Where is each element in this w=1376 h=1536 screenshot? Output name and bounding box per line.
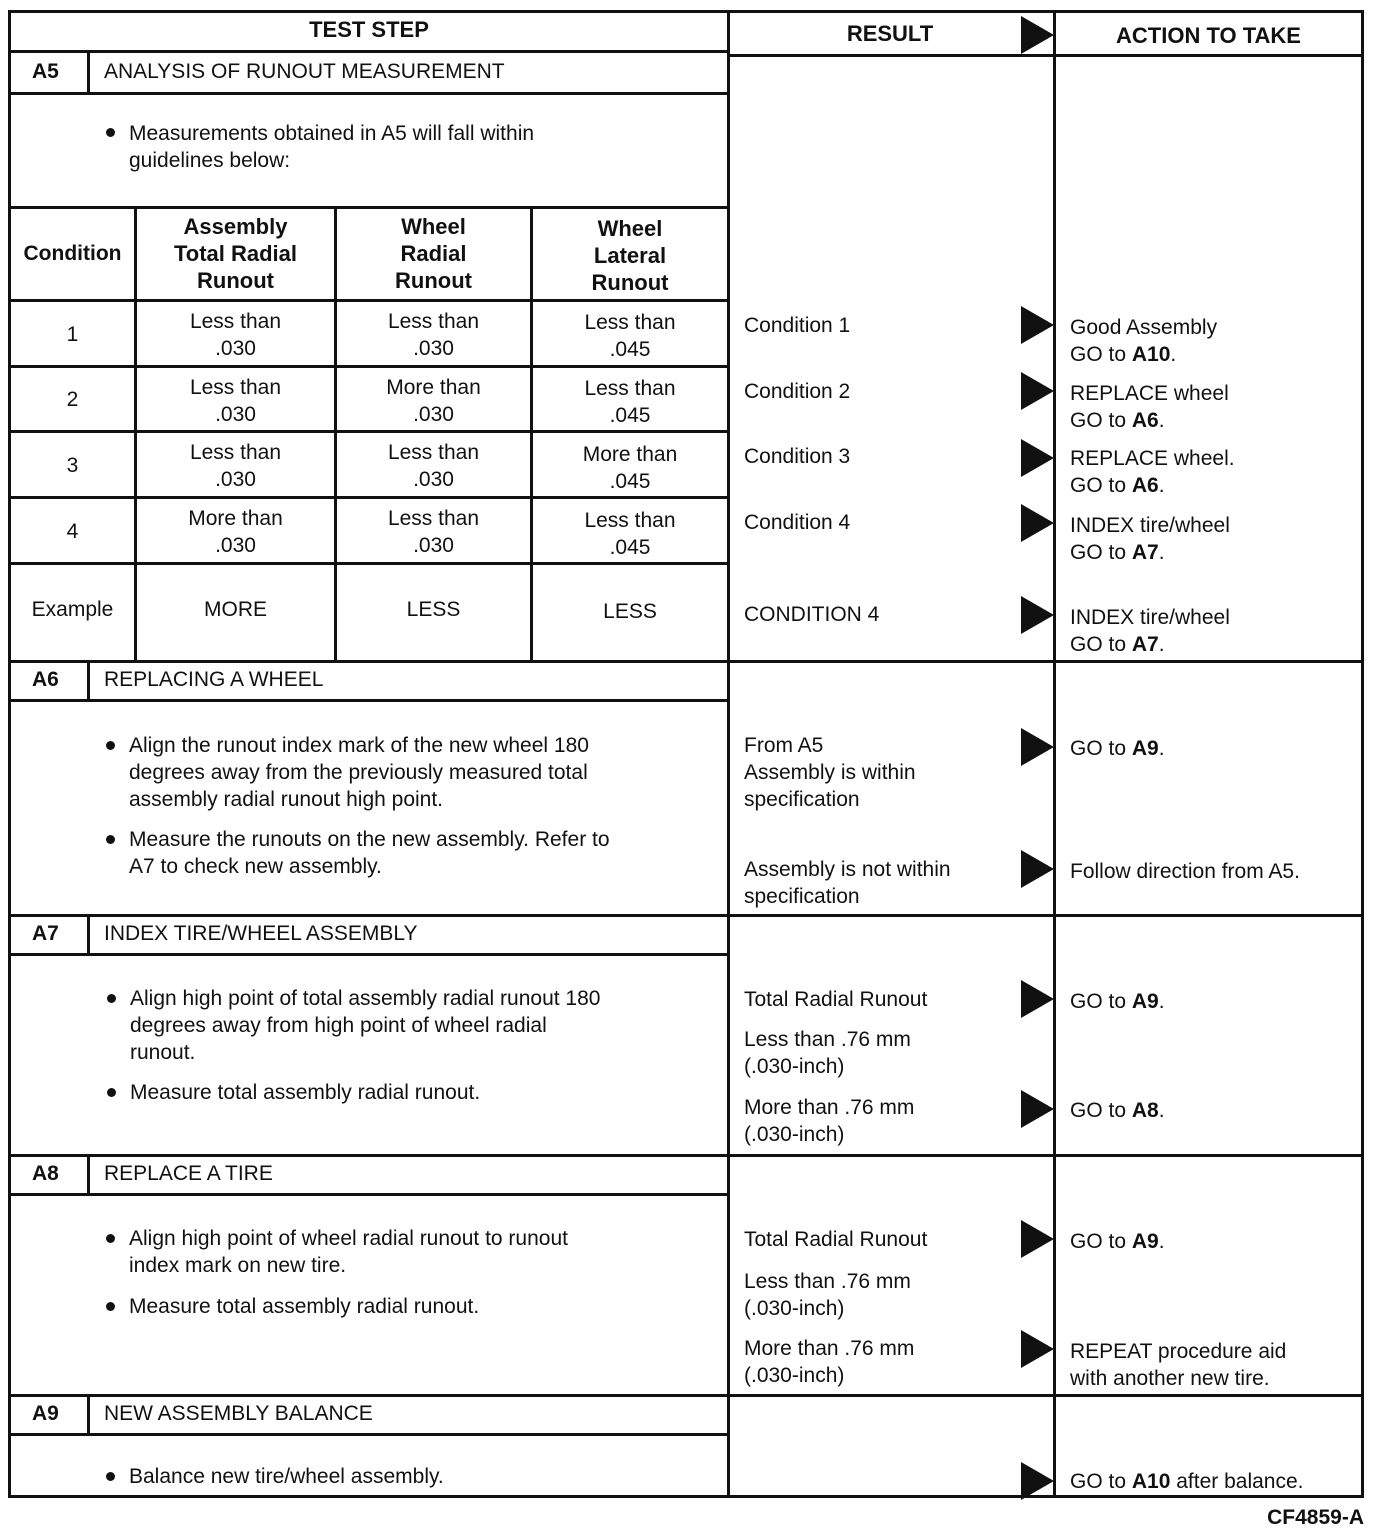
step-code-a5: A5 [32,60,59,83]
figure-code: CF4859-A [1267,1506,1364,1529]
a9-code-divider [87,1394,90,1434]
subtable-header-wheel-radial: Wheel Radial Runout [395,214,472,293]
subtable-row3-bottom [8,496,730,499]
table-cell: Less than .045 [584,377,676,427]
bullet-dot [107,1088,116,1097]
section-divider-a8 [8,1154,1364,1157]
subtable-row4-bottom [8,562,730,565]
step-link: A6 [1131,474,1159,497]
action-text: GO to A9. [1070,1230,1165,1253]
subtable-header-assembly: Assembly Total Radial Runout [173,214,298,293]
subtable-header-wheel-lateral: Wheel Lateral Runout [591,216,669,295]
action-text: REPLACE wheel. GO to A6. [1070,447,1235,497]
action-text: Follow direction from A5. [1070,860,1300,883]
action-text: GO to A10 after balance. [1070,1470,1304,1493]
table-cell-condition: 1 [66,323,79,346]
result-text: Total Radial Runout [744,988,928,1011]
frame-top [8,10,1364,13]
section-divider-a7 [8,914,1364,917]
action-text: GO to A9. [1070,990,1165,1013]
bullet-dot [107,994,116,1003]
table-cell: Less than .030 [189,376,282,426]
table-cell: MORE [204,598,267,621]
step-link: A9 [1131,737,1159,760]
table-cell: LESS [603,600,657,623]
header-arrow-icon [1021,16,1054,54]
action-text: INDEX tire/wheel GO to A7. [1070,606,1230,656]
arrow-icon [1021,504,1054,542]
step-link: A10 [1131,1470,1171,1493]
subtable-header-bottom [8,299,730,302]
arrow-icon [1021,372,1054,410]
a5-bullet: Measurements obtained in A5 will fall within guidelines below: [129,122,535,172]
a6-title-bottom [8,699,730,702]
result-text: Assembly is not within specification [744,858,951,908]
divider-result [727,10,730,1498]
step-code-a7: A7 [32,922,59,945]
a7-bullet-2: Measure total assembly radial runout. [130,1081,481,1104]
action-text: REPLACE wheel GO to A6. [1070,382,1229,432]
arrow-icon [1021,596,1054,634]
table-cell: Less than .045 [584,311,676,361]
frame-bottom [8,1495,1364,1498]
subtable-row2-bottom [8,430,730,433]
step-title-a6: REPLACING A WHEEL [104,668,324,691]
table-cell: More than .045 [582,443,678,493]
bullet-dot [106,1302,115,1311]
step-link: A9 [1131,1230,1159,1253]
arrow-icon [1021,439,1054,477]
header-bottom-right [727,54,1364,57]
action-text: REPEAT procedure aid with another new tire. [1070,1340,1287,1390]
step-title-a5: ANALYSIS OF RUNOUT MEASUREMENT [104,60,505,83]
step-link: A9 [1131,990,1159,1013]
action-text: GO to A8. [1070,1099,1165,1122]
arrow-icon [1021,1220,1054,1258]
arrow-icon [1021,980,1054,1018]
a5-title-bottom [8,92,730,95]
a8-bullet-1: Align high point of wheel radial runout to runout index mark on new tire. [129,1227,568,1277]
bullet-dot [106,741,115,750]
frame-right [1361,10,1364,1498]
bullet-dot [106,1234,115,1243]
section-divider-a9 [8,1394,1364,1397]
result-text: CONDITION 4 [744,603,880,626]
table-cell: More than .030 [188,507,283,557]
a7-code-divider [87,914,90,954]
arrow-icon [1021,850,1054,888]
subtable-row1-bottom [8,365,730,368]
result-text: Condition 4 [744,511,851,534]
table-cell: Less than .030 [387,441,480,491]
result-text: Less than .76 mm (.030-inch) [744,1270,911,1320]
arrow-icon [1021,1090,1054,1128]
result-text: More than .76 mm (.030-inch) [744,1337,915,1387]
step-title-a8: REPLACE A TIRE [104,1162,273,1185]
a6-bullet-2: Measure the runouts on the new assembly. Refer to A7 to check new assembly. [129,828,610,878]
table-cell-condition: Example [31,598,114,621]
a7-bullet-1: Align high point of total assembly radial runout 180 degrees away from high point of wheel radial runout. [130,987,601,1064]
a5-bullet-bottom [8,206,730,209]
step-code-a6: A6 [32,668,59,691]
result-text: More than .76 mm (.030-inch) [744,1096,915,1146]
action-text: INDEX tire/wheel GO to A7. [1070,514,1230,564]
a8-bullet-2: Measure total assembly radial runout. [129,1295,480,1318]
a5-code-divider [87,53,90,94]
arrow-icon [1021,1330,1054,1368]
subtable-header-condition: Condition [23,242,122,265]
result-text: Condition 1 [744,314,851,337]
a6-bullet-1: Align the runout index mark of the new wheel 180 degrees away from the previously measured total assembly radial runout high point. [129,734,589,811]
a8-code-divider [87,1154,90,1194]
table-cell: Less than .030 [387,310,480,360]
frame-left [8,10,11,1498]
bullet-dot [106,835,115,844]
result-text: Total Radial Runout [744,1228,928,1251]
a9-bullet: Balance new tire/wheel assembly. [129,1465,444,1488]
table-cell-condition: 4 [66,520,79,543]
bullet-dot [106,1472,115,1481]
table-cell-condition: 3 [66,454,79,477]
action-text: GO to A9. [1070,737,1165,760]
arrow-icon [1021,1462,1054,1500]
table-cell: More than .030 [386,376,481,426]
table-cell-condition: 2 [66,388,79,411]
action-text: Good Assembly GO to A10. [1070,316,1218,366]
table-cell: LESS [406,598,461,621]
section-divider-a6 [8,660,1364,663]
result-text: Condition 3 [744,445,851,468]
table-cell: Less than .045 [584,509,676,559]
header-bottom [8,50,730,53]
a9-title-bottom [8,1433,730,1436]
result-text: Condition 2 [744,380,851,403]
a6-code-divider [87,660,90,700]
step-title-a9: NEW ASSEMBLY BALANCE [104,1402,373,1425]
step-title-a7: INDEX TIRE/WHEEL ASSEMBLY [104,922,418,945]
bullet-dot [106,128,115,137]
step-link: A7 [1131,541,1159,564]
table-cell: Less than .030 [189,441,282,491]
step-code-a9: A9 [32,1402,59,1425]
header-test-step: TEST STEP [309,17,429,42]
step-link: A10 [1131,343,1171,366]
arrow-icon [1021,728,1054,766]
a7-title-bottom [8,953,730,956]
arrow-icon [1021,306,1054,344]
step-link: A6 [1131,409,1159,432]
result-text: From A5 Assembly is within specification [744,734,916,811]
result-text: Less than .76 mm (.030-inch) [744,1028,911,1078]
step-link: A7 [1131,633,1159,656]
step-code-a8: A8 [32,1162,59,1185]
header-result: RESULT [846,21,934,46]
table-cell: Less than .030 [189,310,282,360]
table-cell: Less than .030 [387,507,480,557]
header-action: ACTION TO TAKE [1116,23,1301,48]
step-link: A8 [1131,1099,1159,1122]
a8-title-bottom [8,1193,730,1196]
